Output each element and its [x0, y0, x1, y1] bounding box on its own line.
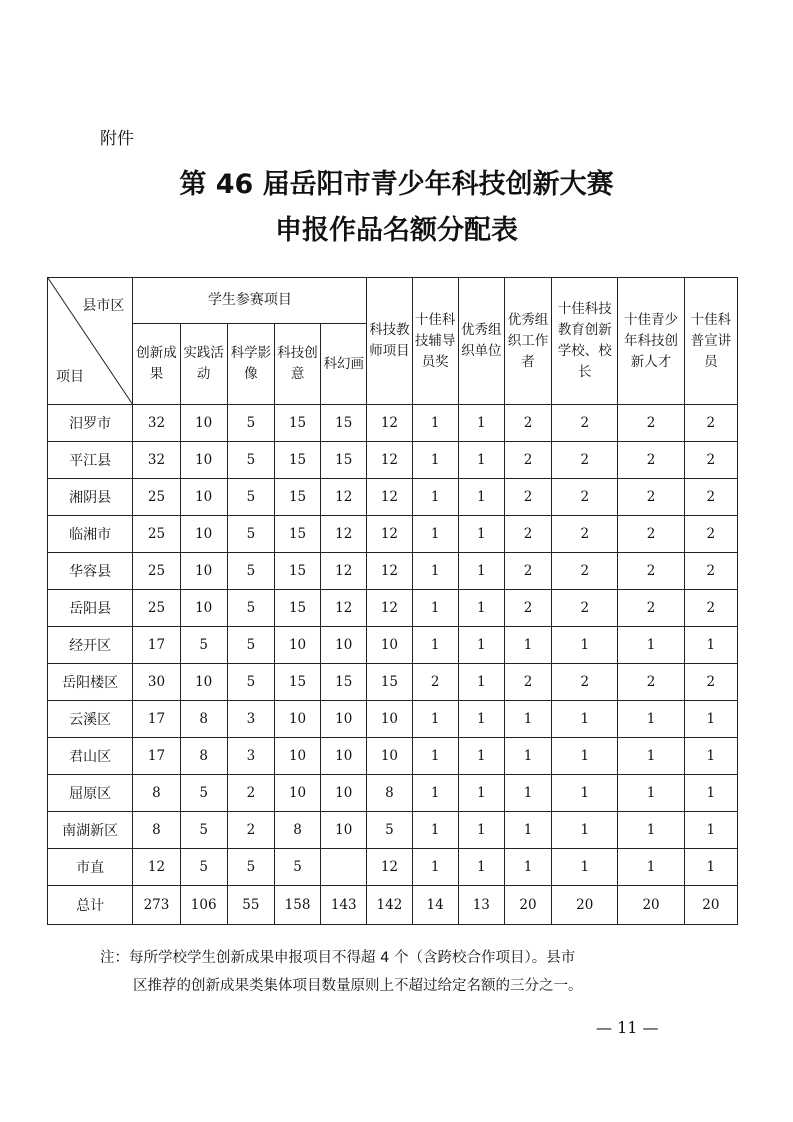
table-cell: 142	[367, 886, 412, 925]
table-cell: 2	[552, 479, 618, 516]
table-cell: 1	[504, 775, 551, 812]
table-cell: 32	[133, 442, 180, 479]
table-cell: 10	[274, 701, 320, 738]
table-cell: 1	[458, 775, 504, 812]
table-cell: 1	[458, 627, 504, 664]
table-cell: 2	[504, 516, 551, 553]
table-row	[48, 701, 738, 738]
table-cell: 1	[504, 701, 551, 738]
row-region-name: 市直	[48, 849, 133, 886]
table-cell: 3	[227, 701, 274, 738]
table-cell: 2	[504, 664, 551, 701]
table-cell: 10	[180, 590, 227, 627]
table-cell: 10	[180, 405, 227, 442]
table-cell: 15	[274, 590, 320, 627]
row-region-name: 屈原区	[48, 775, 133, 812]
table-cell: 2	[552, 553, 618, 590]
col-header-counselor: 十佳科技辅导员奖	[412, 278, 458, 405]
table-cell: 1	[552, 849, 618, 886]
table-cell: 2	[684, 442, 737, 479]
table-cell: 10	[367, 627, 412, 664]
table-cell: 10	[180, 553, 227, 590]
col-header-innovation: 创新成果	[133, 324, 180, 405]
table-cell: 1	[684, 701, 737, 738]
table-cell: 2	[618, 442, 684, 479]
table-cell: 20	[552, 886, 618, 925]
table-cell: 15	[274, 442, 320, 479]
table-cell: 1	[684, 775, 737, 812]
table-cell: 8	[180, 701, 227, 738]
student-group-header: 学生参赛项目	[133, 278, 367, 324]
table-cell: 17	[133, 627, 180, 664]
col-header-talent: 十佳青少年科技创新人才	[618, 278, 684, 405]
col-header-practice: 实践活动	[180, 324, 227, 405]
table-cell: 1	[412, 442, 458, 479]
attachment-label: 附件	[100, 129, 134, 149]
table-cell: 10	[321, 701, 367, 738]
table-cell: 1	[458, 442, 504, 479]
table-cell: 1	[458, 812, 504, 849]
table-cell: 10	[321, 775, 367, 812]
row-region-name: 云溪区	[48, 701, 133, 738]
table-cell: 15	[274, 405, 320, 442]
table-cell: 17	[133, 738, 180, 775]
col-header-creative: 科技创意	[274, 324, 320, 405]
table-cell: 1	[618, 812, 684, 849]
table-cell: 10	[274, 738, 320, 775]
table-cell: 15	[274, 479, 320, 516]
table-cell: 2	[618, 590, 684, 627]
table-cell: 5	[274, 849, 320, 886]
table-cell: 2	[552, 516, 618, 553]
col-header-lecturer: 十佳科普宣讲员	[684, 278, 737, 405]
table-row	[48, 553, 738, 590]
table-cell: 2	[504, 553, 551, 590]
diagonal-header-cell	[48, 278, 133, 405]
table-cell: 12	[321, 516, 367, 553]
table-cell: 1	[412, 516, 458, 553]
table-cell: 14	[412, 886, 458, 925]
table-cell: 1	[618, 738, 684, 775]
table-cell: 2	[552, 405, 618, 442]
table-cell: 5	[180, 775, 227, 812]
table-cell: 2	[684, 405, 737, 442]
table-cell: 8	[133, 775, 180, 812]
table-cell: 1	[504, 738, 551, 775]
table-cell: 1	[412, 812, 458, 849]
row-region-name: 总计	[48, 886, 133, 925]
table-cell: 5	[367, 812, 412, 849]
table-cell: 10	[274, 775, 320, 812]
table-cell: 10	[321, 812, 367, 849]
table-cell: 13	[458, 886, 504, 925]
table-cell: 2	[618, 664, 684, 701]
table-cell: 15	[321, 664, 367, 701]
table-row	[48, 664, 738, 701]
table-row	[48, 516, 738, 553]
row-region-name: 经开区	[48, 627, 133, 664]
table-cell: 273	[133, 886, 180, 925]
table-cell: 25	[133, 590, 180, 627]
diag-label-item: 项目	[56, 369, 84, 385]
col-header-school: 十佳科技教育创新学校、校长	[552, 278, 618, 405]
table-cell: 25	[133, 479, 180, 516]
table-cell: 1	[552, 738, 618, 775]
table-cell: 1	[684, 627, 737, 664]
table-cell: 2	[504, 442, 551, 479]
table-cell: 10	[321, 738, 367, 775]
table-cell: 15	[321, 405, 367, 442]
table-cell: 15	[274, 516, 320, 553]
table-cell: 2	[618, 553, 684, 590]
table-cell: 2	[684, 516, 737, 553]
table-cell: 12	[321, 479, 367, 516]
table-cell: 1	[684, 738, 737, 775]
row-region-name: 岳阳楼区	[48, 664, 133, 701]
table-cell: 20	[684, 886, 737, 925]
table-row	[48, 442, 738, 479]
table-cell: 3	[227, 738, 274, 775]
table-cell: 1	[412, 590, 458, 627]
table-row	[48, 775, 738, 812]
page-title-line1: 第 46 届岳阳市青少年科技创新大赛	[179, 169, 614, 200]
table-cell: 1	[458, 479, 504, 516]
table-cell: 2	[412, 664, 458, 701]
table-cell: 1	[684, 849, 737, 886]
table-cell: 5	[227, 627, 274, 664]
table-cell: 55	[227, 886, 274, 925]
table-cell: 12	[133, 849, 180, 886]
table-cell: 1	[458, 701, 504, 738]
table-cell: 12	[367, 849, 412, 886]
table-cell: 8	[133, 812, 180, 849]
col-header-imaging: 科学影像	[227, 324, 274, 405]
row-region-name: 平江县	[48, 442, 133, 479]
table-cell: 2	[552, 590, 618, 627]
table-body	[48, 405, 738, 925]
table-cell: 32	[133, 405, 180, 442]
table-cell: 143	[321, 886, 367, 925]
table-cell: 15	[274, 664, 320, 701]
table-cell: 1	[458, 849, 504, 886]
table-cell: 1	[504, 812, 551, 849]
table-cell: 10	[180, 664, 227, 701]
table-cell: 20	[504, 886, 551, 925]
table-cell: 2	[618, 405, 684, 442]
table-cell: 2	[618, 516, 684, 553]
table-cell: 15	[367, 664, 412, 701]
footnote	[100, 944, 700, 1000]
table-cell: 1	[412, 627, 458, 664]
table-cell: 5	[227, 405, 274, 442]
row-region-name: 南湖新区	[48, 812, 133, 849]
table-cell: 1	[412, 775, 458, 812]
table-cell: 1	[412, 405, 458, 442]
row-region-name: 汨罗市	[48, 405, 133, 442]
row-region-name: 临湘市	[48, 516, 133, 553]
page-title-line2: 申报作品名额分配表	[275, 215, 518, 246]
table-cell: 1	[458, 738, 504, 775]
table-cell: 10	[180, 516, 227, 553]
table-cell: 20	[618, 886, 684, 925]
table-cell: 5	[180, 849, 227, 886]
table-cell: 1	[458, 553, 504, 590]
table-cell: 1	[618, 775, 684, 812]
table-cell: 10	[274, 627, 320, 664]
table-row	[48, 590, 738, 627]
table-row	[48, 405, 738, 442]
col-header-scifi: 科幻画	[321, 324, 367, 405]
table-cell: 2	[504, 479, 551, 516]
table-cell: 1	[552, 775, 618, 812]
table-cell: 10	[367, 738, 412, 775]
table-cell: 2	[504, 590, 551, 627]
table-cell: 8	[180, 738, 227, 775]
table-cell: 12	[321, 553, 367, 590]
table-cell: 12	[367, 553, 412, 590]
table-cell: 1	[618, 701, 684, 738]
table-cell: 5	[227, 442, 274, 479]
table-cell: 106	[180, 886, 227, 925]
table-row	[48, 812, 738, 849]
table-cell: 1	[684, 812, 737, 849]
table-cell: 1	[412, 553, 458, 590]
table-cell: 2	[684, 479, 737, 516]
table-cell: 10	[180, 479, 227, 516]
table-cell: 10	[367, 701, 412, 738]
table-cell: 1	[552, 701, 618, 738]
table-cell: 1	[458, 664, 504, 701]
table-cell: 15	[321, 442, 367, 479]
row-region-name: 岳阳县	[48, 590, 133, 627]
table-row	[48, 479, 738, 516]
table-cell: 1	[618, 849, 684, 886]
diag-label-region: 县市区	[82, 298, 125, 314]
table-row	[48, 849, 738, 886]
table-cell: 1	[458, 405, 504, 442]
table-cell: 5	[227, 516, 274, 553]
table-row	[48, 627, 738, 664]
table-cell: 12	[367, 516, 412, 553]
row-region-name: 华容县	[48, 553, 133, 590]
table-cell: 25	[133, 553, 180, 590]
table-cell: 12	[367, 405, 412, 442]
table-cell: 8	[367, 775, 412, 812]
table-cell: 5	[227, 664, 274, 701]
table-cell: 1	[412, 701, 458, 738]
quota-table	[47, 277, 738, 925]
page-number: — 11 —	[596, 1018, 659, 1037]
col-header-org-worker: 优秀组织工作者	[504, 278, 551, 405]
table-row	[48, 886, 738, 925]
table-cell: 1	[504, 627, 551, 664]
table-cell: 5	[227, 590, 274, 627]
row-region-name: 君山区	[48, 738, 133, 775]
table-cell: 2	[684, 590, 737, 627]
table-cell: 1	[412, 849, 458, 886]
table-cell: 30	[133, 664, 180, 701]
table-cell: 1	[412, 479, 458, 516]
table-row	[48, 738, 738, 775]
table-cell	[321, 849, 367, 886]
footnote-line2: 区推荐的创新成果类集体项目数量原则上不超过给定名额的三分之一。	[133, 978, 583, 994]
table-cell: 12	[367, 442, 412, 479]
table-cell: 10	[321, 627, 367, 664]
table-cell: 1	[458, 516, 504, 553]
table-cell: 2	[227, 775, 274, 812]
table-cell: 12	[321, 590, 367, 627]
table-cell: 5	[180, 812, 227, 849]
table-cell: 12	[367, 590, 412, 627]
table-cell: 15	[274, 553, 320, 590]
table-cell: 2	[618, 479, 684, 516]
table-cell: 2	[552, 664, 618, 701]
table-cell: 5	[227, 553, 274, 590]
table-cell: 1	[552, 627, 618, 664]
table-cell: 2	[552, 442, 618, 479]
table-cell: 1	[552, 812, 618, 849]
table-cell: 5	[180, 627, 227, 664]
table-cell: 8	[274, 812, 320, 849]
col-header-org-unit: 优秀组织单位	[458, 278, 504, 405]
table-cell: 1	[618, 627, 684, 664]
table-cell: 1	[412, 738, 458, 775]
table-cell: 2	[684, 664, 737, 701]
table-cell: 12	[367, 479, 412, 516]
footnote-line1: 注：每所学校学生创新成果申报项目不得超 4 个（含跨校合作项目）。县市	[100, 950, 576, 966]
table-cell: 1	[504, 849, 551, 886]
table-cell: 5	[227, 849, 274, 886]
table-cell: 2	[504, 405, 551, 442]
table-cell: 5	[227, 479, 274, 516]
table-cell: 25	[133, 516, 180, 553]
table-cell: 1	[458, 590, 504, 627]
table-cell: 17	[133, 701, 180, 738]
table-cell: 158	[274, 886, 320, 925]
table-cell: 2	[227, 812, 274, 849]
table-cell: 10	[180, 442, 227, 479]
col-header-teacher: 科技教师项目	[367, 278, 412, 405]
table-cell: 2	[684, 553, 737, 590]
row-region-name: 湘阴县	[48, 479, 133, 516]
